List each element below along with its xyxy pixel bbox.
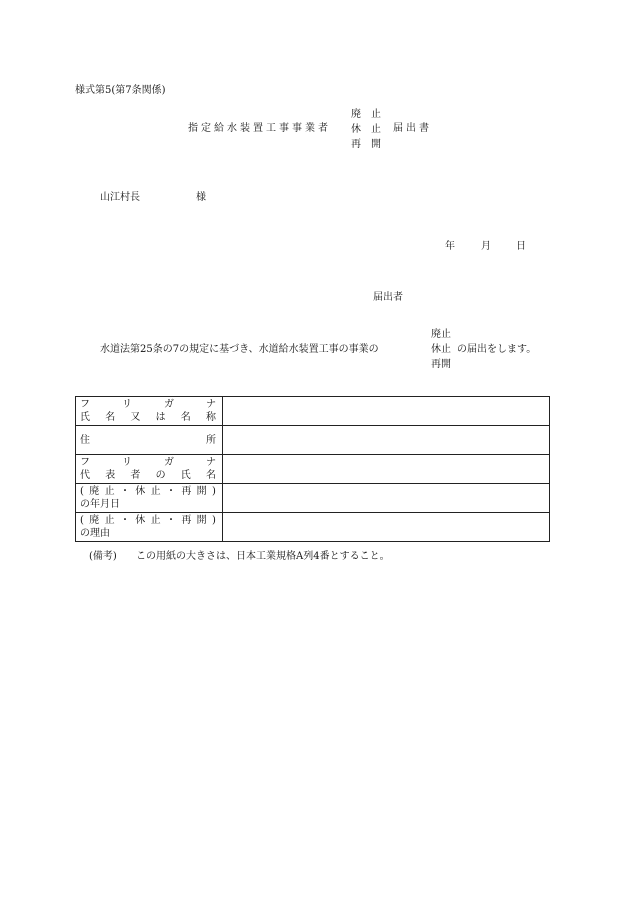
statement-option-suspend: 休止	[431, 344, 451, 355]
label-char: は	[155, 412, 166, 423]
label-char: リ	[122, 457, 132, 468]
title-options	[346, 107, 386, 152]
address-label	[80, 434, 216, 447]
date-year: 年	[445, 241, 455, 252]
note-text: この用紙の大きさは、日本工業規格A列4番とすること。	[136, 551, 390, 562]
label-char: ・	[165, 515, 176, 526]
label-char: 代	[80, 470, 90, 481]
label-char: ・	[165, 486, 176, 497]
label-char: 氏	[180, 470, 191, 481]
label-char: 名	[180, 412, 191, 423]
reason-label-line2: の理由	[80, 528, 110, 539]
rep-name-label	[80, 469, 216, 482]
name-value-field[interactable]	[223, 397, 550, 426]
label-char: 氏	[80, 412, 90, 423]
label-char: 開	[196, 486, 207, 497]
note-label: (備考)	[89, 551, 117, 562]
label-char: 又	[130, 412, 141, 423]
label-char: 住	[80, 434, 90, 446]
date-month: 月	[481, 241, 491, 252]
label-char: 名	[205, 470, 216, 481]
label-char: 止	[104, 515, 115, 526]
label-char: ・	[119, 515, 130, 526]
name-label	[80, 411, 216, 424]
label-char: 称	[205, 412, 216, 423]
title-suffix: 届出書	[393, 123, 432, 134]
label-char: 休	[135, 486, 146, 497]
rep-furigana-label	[80, 456, 216, 469]
addressee-honorific: 様	[196, 192, 206, 203]
label-char: ナ	[206, 457, 216, 468]
statement-suffix: の届出をします。	[457, 344, 537, 355]
table-row	[76, 513, 550, 542]
label-char: 休	[135, 515, 146, 526]
label-char: 止	[150, 486, 161, 497]
label-char: 開	[196, 515, 207, 526]
title-option-abolish: 廃 止	[351, 109, 381, 120]
label-char: 再	[181, 515, 192, 526]
label-char: 廃	[89, 486, 100, 497]
statement-options	[426, 327, 456, 372]
label-char: ガ	[164, 399, 174, 410]
label-char: の	[155, 470, 166, 481]
label-char: 止	[104, 486, 115, 497]
reason-value-field[interactable]	[223, 513, 550, 542]
title-option-suspend: 休 止	[351, 124, 381, 135]
change-date-value-field[interactable]	[223, 484, 550, 513]
row-label-reason	[76, 513, 223, 542]
label-char: ・	[119, 486, 130, 497]
label-char: )	[212, 486, 216, 497]
addressee-name: 山江村長	[100, 192, 140, 203]
notifier-label: 届出者	[373, 292, 403, 303]
form-number: 様式第5(第7条関係)	[75, 85, 166, 96]
reason-label-line1	[80, 514, 216, 527]
label-char: 所	[206, 434, 216, 446]
label-char: 止	[150, 515, 161, 526]
label-char: フ	[80, 457, 90, 468]
label-char: 表	[105, 470, 116, 481]
label-char: 再	[181, 486, 192, 497]
statement-option-abolish: 廃止	[431, 329, 451, 340]
label-char: (	[80, 515, 84, 526]
table-row	[76, 455, 550, 484]
representative-value-field[interactable]	[223, 455, 550, 484]
label-char: リ	[122, 399, 132, 410]
furigana-label	[80, 398, 216, 411]
address-value-field[interactable]	[223, 426, 550, 455]
row-label-representative	[76, 455, 223, 484]
label-char: (	[80, 486, 84, 497]
row-label-name	[76, 397, 223, 426]
label-char: フ	[80, 399, 90, 410]
label-char: 廃	[89, 515, 100, 526]
label-char: ガ	[164, 457, 174, 468]
statement-text: 水道法第25条の7の規定に基づき、水道給水装置工事の事業の	[100, 344, 379, 355]
label-char: )	[212, 515, 216, 526]
title-prefix: 指定給水装置工事事業者	[188, 123, 331, 134]
notification-table	[75, 396, 550, 542]
label-char: ナ	[206, 399, 216, 410]
table-row	[76, 426, 550, 455]
date-label-line1	[80, 485, 216, 498]
row-label-address	[76, 426, 223, 455]
date-label-line2: の年月日	[80, 499, 120, 510]
statement-option-resume: 再開	[431, 359, 451, 370]
date-day: 日	[516, 241, 526, 252]
label-char: 名	[105, 412, 116, 423]
row-label-date	[76, 484, 223, 513]
title-option-resume: 再 開	[351, 139, 381, 150]
table-row	[76, 484, 550, 513]
table-row	[76, 397, 550, 426]
label-char: 者	[130, 470, 141, 481]
